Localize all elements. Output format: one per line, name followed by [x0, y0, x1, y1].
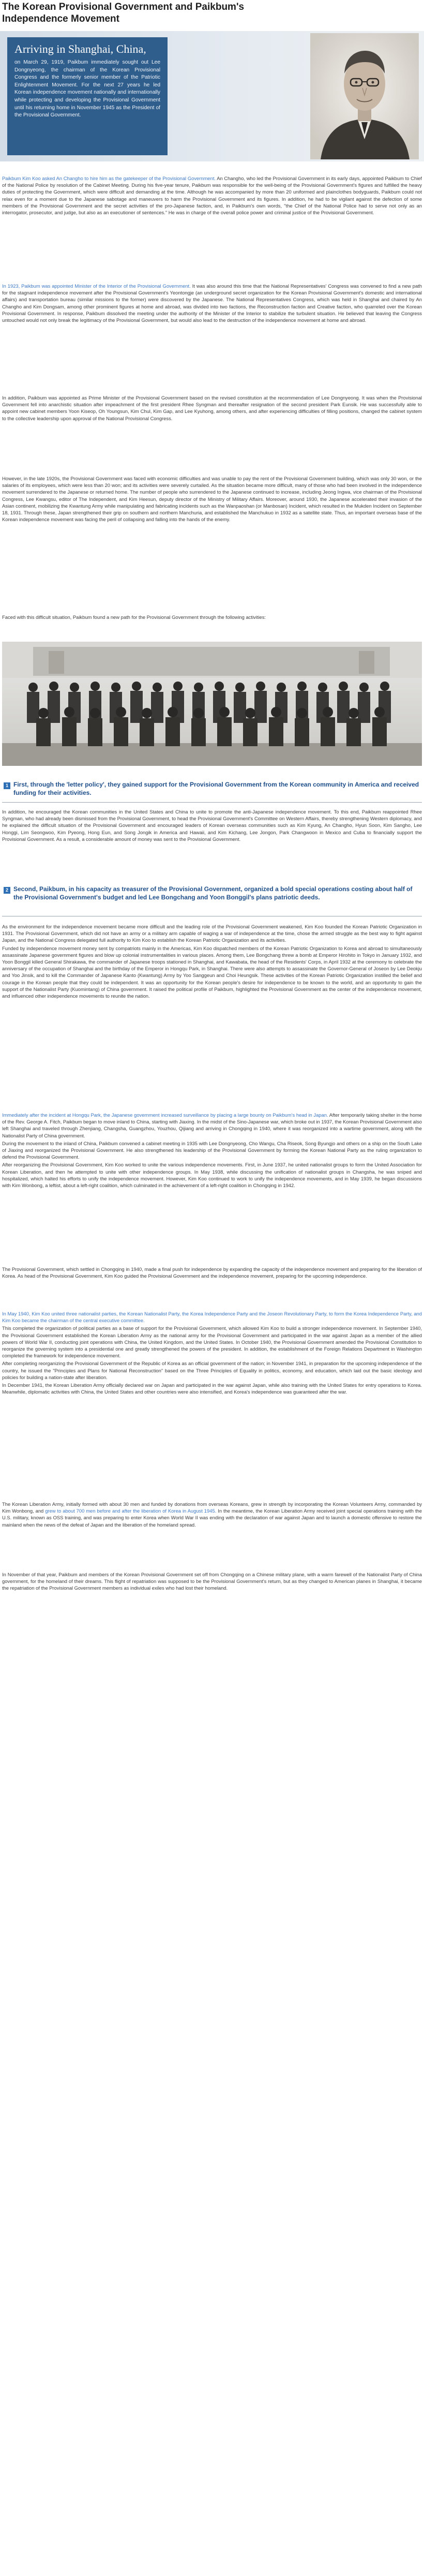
section-paragraph: [2, 1501, 422, 1528]
highlight-text: Immediately after the incident at Hongqu Park, the Japanese government increased surveillance by placing a large bounty on Paikbum's head in Japan.: [2, 1112, 328, 1118]
paragraph-text: After reorganizing the Provisional Government, Kim Koo worked to unite the various independence movements. First, in June 1937, he united nationalist groups to form the United Association for Korean Liberation, and then he attempted to unite with other independence groups. In May 1938, while discussing the unification of nationalist groups in Changsha, he was sniped and hospitalized, which halted his efforts to unify the independence movement. However, Kim Koo continued to work to unify the independence movements, and in May 1939, he began discussions with Kim Wonbong, a leftist, about a left-right coalition, which culminated in the achievement of a left-right coalition in Chongqing in 1942.: [2, 1162, 422, 1189]
callout-letter-policy: [2, 780, 422, 803]
paragraph-text: During the movement to the inland of China, Paikbum convened a cabinet meeting in 1935 with Lee Dongnyeong, Cho Wangu, Cha Riseok, Song Byungjo and others on a ship on the South Lake of Jiaxing and reorganized the Provisional Government. He also strengthened his leadership of the Provisional Government by forming the Korean National Party as the ruling organization to defend the Provisional Government.: [2, 1140, 422, 1160]
paragraph-text: In the meantime, the Korean Liberation Army received joint special operations training with the U.S. military, known as OSS training, and was preparing to enter Korea when World War II was ending with the declaration of war against Japan and to launch a domestic offensive to restore the mainland when the news of the defeat of Japan and the liberation of the homeland spread.: [2, 1508, 422, 1528]
portrait-image: [310, 33, 419, 159]
paragraph-text: In addition, Paikbum was appointed as Prime Minister of the Provisional Government based on the revised constitution at the recommendation of Lee Dongnyeong. It was when the Provisional Government fell into anarchistic situation after impeachment of the first president Rhee Syngman and thereafter resignation of the second president Park Eunsik. He was successfully able to appoint new cabinet members Yoon Kiseop, Oh Youngsun, Kim Chul, Kim Gap, and Lee Kyuhong, among others, and after experiencing difficulties of filling positions, changed the cabinet system to the collective leadership upon approval of the National Provisional Congress.: [2, 395, 422, 421]
section-chief-of-police: [2, 175, 422, 216]
paragraph-text: In December 1941, the Korean Liberation Army officially declared war on Japan and participated in the war against Japan, while also training with the United States for entry operations to Korea. Meanwhile, diplomatic activities with China, the United States and other countries were also intensified, and Korea's independence was guaranteed after the war.: [2, 1382, 422, 1395]
section-return-home: [2, 1571, 422, 1592]
section-move-inland: [2, 1112, 422, 1189]
page-title-line-2: Independence Movement: [2, 13, 119, 24]
paragraph-text: Faced with this difficult situation, Paikbum found a new path for the Provisional Government through the following activities:: [2, 614, 266, 620]
section-prime-minister: [2, 394, 422, 422]
hero-body: on March 29, 1919, Paikbum immediately sought out Lee Dongnyeong, the chairman of the Korean Provisional Congress and the formerly senior member of the Patriotic Enlightenment Movement. For the next 27 years he led Korean independence movement nationally and internationally while protecting and developing the Provisional Government until his returning home in November 1945 as the President of the Provisional Government.: [14, 60, 160, 119]
hero-text-panel: [7, 37, 168, 155]
paragraph-text: As the environment for the independence movement became more difficult and the leading role of the Provisional Government weakened, Kim Koo founded the Korean Patriotic Organization in 1931. The Provisional Government, which did not have an army or a military arm capable of waging a war of independence at the time, chose the armed struggle as the best way to fight against Japan, and the National Congress delegated full authority to Kim Koo to establish the Korean Patriotic Organization and its activities.: [2, 924, 422, 943]
section-paragraph: [2, 175, 422, 216]
section-minister-of-interior: [2, 283, 422, 323]
highlight-text: grew to about 700 men before and after the liberation of Korea in August 1945.: [45, 1508, 217, 1514]
highlight-text: Paikbum Kim Koo asked An Changho to hire him as the gatekeeper of the Provisional Government.: [2, 175, 216, 181]
callout-number: 2: [4, 887, 10, 894]
paragraph-text: This completed the organization of political parties as a base of support for the Provisional Government, which allowed Kim Koo to build a stronger independence movement. In September 1940, the Provisional Government established the Korean Liberation Army as the national army for the Provisional Government and participated in the war against Japan as a member of the allied powers of World War II, conducting joint operations with China, the United Kingdom, and the United States. In October 1940, the Provisional Government amended the Provisional Constitution to reorganize the governing system into a presidential one and greatly strengthened the powers of the president. In addition, the establishment of the Foreign Relations Department in Washington completed the framework for independence movement.: [2, 1325, 422, 1359]
section-patriotic-organization: [2, 923, 422, 999]
page-title-block: [0, 1, 424, 25]
paragraph-text: In addition, he encouraged the Korean communities in the United States and China to unite to promote the anti-Japanese independence movement. To this end, Paikbum reappointed Rhee Syngman, who had already been dismissed from the Provisional Government, to head the Provisional Government's Committee on Western Affairs, thereby strengthening Western diplomacy, and he explained the difficult situation of the Provisional Government and encouraged leaders of Korean overseas communities such as Kim Kyung, An Changho, Hyun Soon, Kim Sangho, Lee Honggi, Lim Seongwoo, Kim Pyeong, Hong Eun, and Song Jongik in America and Hawaii, and Kim Kichang, Lee Jongon, Park Changwoon in Mexico and Cuba to financially support the Provisional Government. As a result, a considerable amount of money was sent to the Provisional Government.: [2, 809, 422, 842]
callout-special-operations: [2, 885, 422, 916]
section-chongqing: [2, 1266, 422, 1279]
paragraph-text: Funded by independence movement money sent by compatriots mainly in the Americas, Kim Koo dispatched members of the Korean Patriotic Organization to Korea and abroad to simultaneously assassinate Japanese government figures and blow up colonial instrumentalities in various places. Among them, Lee Bongchang threw a bomb at Emperor Hirohito in Tokyo in January 1932, and Yoon Bonggil killed General Shirakawa, the commander of Japanese troops stationed in Shanghai, and Kawabata, the head of the Residents' Corps, in April 1932 at the ceremony to celebrate the anniversary of the occupation of Shanghai and the birthday of the Emperor in Hongqu Park, in Shanghai. There were also attempts to assassinate the Governor-General of Joseon by Lee Deokju and Yoo Jinsik, and to kill the Commander of Japanese Kanto (Kwantung) Army by Yoo Sanggeun and Choi Heungsik. These activities of the Korean Patriotic Organization instilled the belief and courage in the Korean people that they could be independent. It was an opportunity for the Korean people's desire for independence to be known to the world, and an opportunity to gain the support of the Nationalist Party (Kuomintang) of China government. It raised the political profile of Paikbum, highlighted the Provisional Government as the center of the independence movement, and influenced other independence movements to reunite the nation.: [2, 945, 422, 999]
section-economic-difficulties: [2, 475, 422, 523]
hero-banner: [0, 31, 424, 161]
section-paragraph: [2, 1112, 422, 1139]
section-overseas-support: [2, 808, 422, 842]
paragraph-text: After completing reorganizing the Provisional Government of the Republic of Korea as an official government of the nation; in November 1941, in preparation for the upcoming independence of the country, he issued the "Principles and Plans for National Reconstruction" based on the Three Principles of Equality in politics, economy, and education, which laid out the basic ideology and policies for building a nation-state after liberation.: [2, 1360, 422, 1380]
paragraph-text: In November of that year, Paikbum and members of the Korean Provisional Government set off from Chongqing on a Chinese military plane, with a warm farewell of the Nationalist Party of China government, for the homeland of their dreams. This flight of repatriation was supposed to be the Provisional Government's return, but as they changed to American planes in Shanghai, it became the repatriation of the Provisional Government members as individual exiles who had lost their homeland.: [2, 1572, 422, 1591]
callout-number: 1: [4, 782, 10, 789]
section-paragraph: [2, 283, 422, 323]
section-liberation-army: [2, 1501, 422, 1528]
paragraph-text: It was also around this time that the National Representatives' Congress was convened to find a new path for the stagnant independence movement after the Provisional Government's Yeontongje (an underground secret organization for the Korean Provisional Government's domestic and international affairs) and transportation bureau (similar missions to the former) were discovered by the Japanese. The National Representatives Congress, which was held in Shanghai and chaired by An Changho and Kim Dongsam, among other prominent figures at home and abroad, was divided into two factions, the Reconstruction faction and Creative faction, who quarreled over the Korean Provisional Government. In response, Paikbum dissolved the meeting under the authority of the Minister of the Interior to stabilize the turbulent situation. He believed that leaving the Congress untouched would not only break the legitimacy of the Provisional Government, but would also lead to the destruction of the independence movement at home and abroad.: [2, 283, 422, 323]
section-independence-party: [2, 1310, 422, 1395]
highlight-text: In 1923, Paikbum was appointed Minister of the Interior of the Provisional Government.: [2, 283, 191, 289]
callout-text: First, through the 'letter policy', they gained support for the Provisional Government from the Korean community in America and received funding for their activities.: [13, 781, 419, 796]
paragraph-text: The Korean Liberation Army, initially formed with about 30 men and funded by donations from overseas Koreans, grew in strength by incorporating the Korean Volunteers Army, commanded by Kim Wonbong, and: [2, 1501, 422, 1514]
hero-heading: Arriving in Shanghai, China,: [14, 42, 146, 55]
page-title: [0, 1, 424, 25]
page-title-line-1: The Korean Provisional Government and Paikbum's: [2, 2, 245, 12]
paragraph-text: An Changho, who led the Provisional Government in its early days, appointed Paikbum to Chief of the National Police by resolution of the Cabinet Meeting. During his five-year tenure, Paikbum was responsible for the well-being of the Provisional Government's figures and fulfilled the heavy duties of protecting the Government, which were difficult and demanding at the time. Although he was accompanied by more than 20 uniformed and plainclothes bodyguards, Paikbum could not relax even for a moment due to the Japanese sabotage and maneuvers to harm the Provisional Government and its figures. In addition, he had to be vigilant against the defection of some members of the Provisional Government and the secret activities of the pro-Japanese faction, and, in Paikbum's own words, "the Chief of the National Police had to serve not only as an interrogator, prosecutor, and judge, but also as an executioner of sentences." He was in charge of the overall police power and criminal justice of the Provisional Government.: [2, 175, 422, 216]
callout-text: Second, Paikbum, in his capacity as treasurer of the Provisional Government, organized a bold special operations costing about half of the Provisional Government's budget and led Lee Bongchang and Yoon Bonggil's plans patriotic deeds.: [13, 885, 413, 901]
section-new-path: [2, 614, 422, 620]
paragraph-text: However, in the late 1920s, the Provisional Government was faced with economic difficulties and was unable to pay the rent of the Provisional Government building, which was only 30 won, or the salaries of its employees, which were less than 20 won; and its activities were severely curtailed. As the situation became more difficult, many of those who had been involved in the independence movement surrendered to the Japanese or returned home. The number of people who surrendered to the Japanese continued to increase, including Jeong Ingwa, vice chairman of the Provisional Congress, Lee Kwangsu, editor of The Independent, and Kim Heesun, deputy director of the Ministry of Military Affairs. Moreover, around 1930, the Japanese accelerated their invasion of the Asian continent, mobilizing the Kwantung Army while manipulating and fabricating incidents such as the Wanpaoshan (or Manbosan) Incident, which resulted in the Mukden Incident on September 18, 1931. Through these, Japan strengthened their grip on southern and northern Manchuria, and established the Manchukuo in 1932 as a satellite state. Thus, an important overseas base of the Korean independence movement was facing the peril of collapsing and falling into the hands of the enemy.: [2, 476, 422, 523]
section-paragraph: [2, 1310, 422, 1324]
group-photo: [2, 642, 422, 766]
paragraph-text: After temporarily taking shelter in the home of the Rev. George A. Fitch, Paikbum began to move inland to China, starting with Jiaxing. In the midst of the Sino-Japanese war, which broke out in 1937, the Korean Provisional Government also left Shanghai and traveled through Zhenjiang, Changsha, Guangzhou, Youzhou, Qijiang and arriving in Chongqing in 1940, where it was reorganized into a wartime government, along with the Nationalist Party of China government.: [2, 1112, 422, 1138]
highlight-text: In May 1940, Kim Koo united three nationalist parties, the Korean Nationalist Party, the Korea Independence Party and the Joseon Revolutionary Party, to form the Korea Independence Party, and Kim Koo became the chairman of the central executive committee.: [2, 1311, 422, 1324]
paragraph-text: The Provisional Government, which settled in Chongqing in 1940, made a final push for independence by expanding the capacity of the independence movement and preparing for the liberation of Korea. As head of the Provisional Government, Kim Koo guided the Provisional Government and the independence movement, preparing for the upcoming independence.: [2, 1266, 422, 1279]
